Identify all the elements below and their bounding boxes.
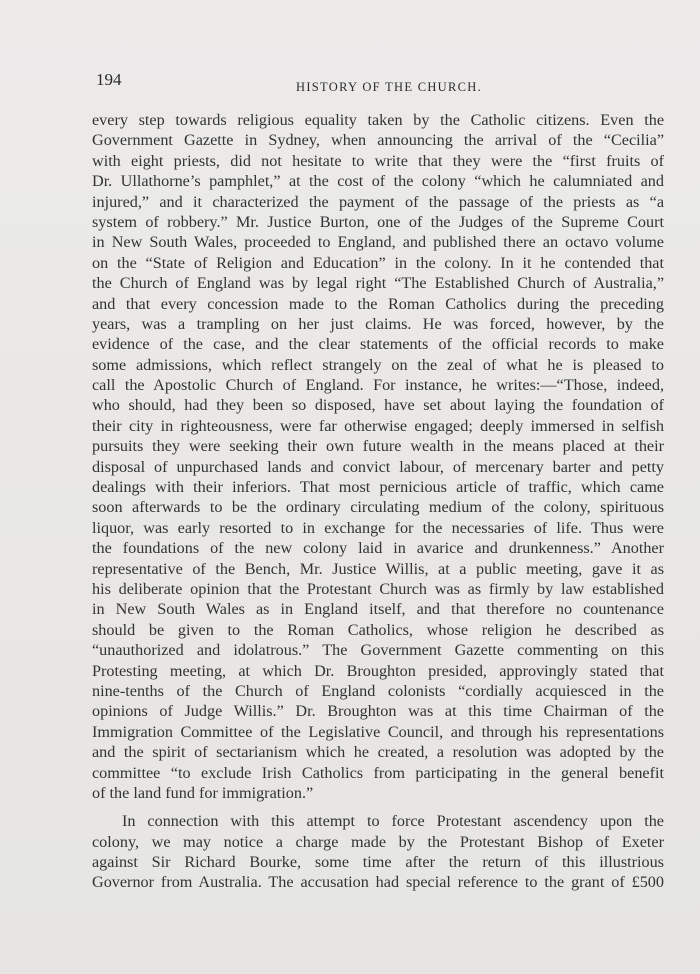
- text-line: should be given to the Roman Catholics, whose religion he described as: [92, 620, 664, 639]
- text-line: Dr. Ullathorne’s pamphlet,” at the cost of the colony “which he calumniated and: [92, 172, 664, 191]
- text-line: system of robbery.” Mr. Justice Burton, one of the Judges of the Supreme Court: [92, 212, 664, 231]
- text-line: colony, we may notice a charge made by the Protestant Bishop of Exeter: [92, 832, 664, 851]
- text-line: “unauthorized and idolatrous.” The Government Gazette commenting on this: [92, 641, 664, 660]
- text-line: in New South Wales as in England itself, and that therefore no countenance: [92, 600, 664, 619]
- text-line: opinions of Judge Willis.” Dr. Broughton was at this time Chairman of the: [92, 702, 664, 721]
- page-header: [96, 70, 668, 96]
- text-line: Protesting meeting, at which Dr. Broughton presided, approvingly stated that: [92, 661, 664, 680]
- text-line: some admissions, which reflect strangely on the zeal of what he is pleased to: [92, 355, 664, 374]
- text-line: years, was a trampling on her just claims. He was forced, however, by the: [92, 314, 664, 333]
- text-line: in New South Wales, proceeded to England, and published there an octavo volume: [92, 233, 664, 252]
- text-line: every step towards religious equality taken by the Catholic citizens. Even the: [92, 111, 664, 129]
- paragraph-1: [92, 110, 664, 803]
- text-line: representative of the Bench, Mr. Justice Willis, at a public meeting, gave it as: [92, 559, 664, 578]
- text-line: injured,” and it characterized the payment of the passage of the priests as “a: [92, 192, 664, 211]
- text-line: on the “State of Religion and Education” in the colony. In it he contended that: [92, 253, 664, 272]
- text-line: committee “to exclude Irish Catholics from participating in the general benefit: [92, 763, 664, 782]
- running-head: HISTORY OF THE CHURCH.: [296, 80, 483, 94]
- text-line: Governor from Australia. The accusation had special reference to the grant of £500: [92, 873, 664, 892]
- paragraph-gap: [92, 803, 664, 811]
- text-line: disposal of unpurchased lands and convict labour, of mercenary barter and petty: [92, 457, 664, 476]
- text-line: liquor, was early resorted to in exchange for the necessaries of life. Thus were: [92, 518, 664, 537]
- paragraph-2: [92, 811, 664, 893]
- text-line: In connection with this attempt to force Protestant ascendency upon the: [122, 812, 664, 831]
- text-line: the Church of England was by legal right “The Established Church of Australia,”: [92, 274, 664, 293]
- text-line: and the spirit of sectarianism which he created, a resolution was adopted by the: [92, 743, 664, 762]
- text-line: call the Apostolic Church of England. For instance, he writes:—“Those, indeed,: [92, 376, 664, 395]
- text-line: and that every concession made to the Roman Catholics during the preceding: [92, 294, 664, 313]
- text-line: Immigration Committee of the Legislative Council, and through his representations: [92, 722, 664, 741]
- text-line: their city in righteousness, were far otherwise engaged; deeply immersed in selfish: [92, 416, 664, 435]
- text-line: pursuits they were seeking their own future wealth in the means placed at their: [92, 437, 664, 456]
- text-line: soon afterwards to be the ordinary circulating medium of the colony, spirituous: [92, 498, 664, 517]
- text-line: with eight priests, did not hesitate to write that they were the “first fruits of: [92, 151, 664, 170]
- text-line: dealings with their inferiors. That most pernicious article of traffic, which came: [92, 478, 664, 497]
- text-line: nine-tenths of the Church of England colonists “cordially acquiesced in the: [92, 681, 664, 700]
- text-line: who should, had they been so disposed, have set about laying the foundation of: [92, 396, 664, 415]
- text-line: against Sir Richard Bourke, some time after the return of this illustrious: [92, 853, 664, 872]
- text-line: of the land fund for immigration.”: [92, 783, 314, 802]
- text-line: evidence of the case, and the clear statements of the official records to make: [92, 335, 664, 354]
- text-line: the foundations of the new colony laid in avarice and drunkenness.” Another: [92, 539, 664, 558]
- text-line: his deliberate opinion that the Protestant Church was as firmly by law established: [92, 579, 664, 598]
- body-text: [92, 110, 664, 893]
- text-line: Government Gazette in Sydney, when announcing the arrival of the “Cecilia”: [92, 131, 664, 150]
- page-number: 194: [96, 70, 122, 89]
